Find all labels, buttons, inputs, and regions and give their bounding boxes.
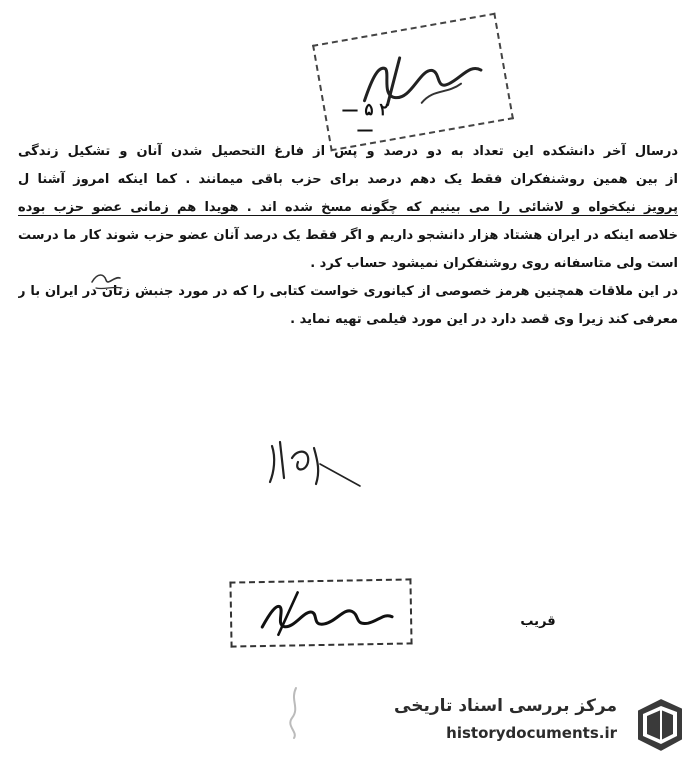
- signer-name: قریب: [520, 614, 556, 629]
- signature-scribble-icon: [231, 580, 410, 645]
- text-line-1: درسال آخر دانشکده این تعداد به دو درصد و پس از فارغ التحصیل شدن آنان و تشکیل زندگی: [18, 144, 678, 159]
- signature-stamp: [229, 578, 412, 647]
- margin-handwritten-mark-icon: [86, 262, 128, 298]
- handwritten-reference-icon: [258, 428, 368, 498]
- text-line-7: معرفی کند زیرا وی قصد دارد در این مورد فیلمی تهیه نماید .: [290, 312, 678, 327]
- archive-name: مرکز بررسی اسناد تاریخی: [394, 696, 617, 716]
- text-line-5: است ولی متاسفانه روی روشنفکران نمیشود حساب کرد .: [310, 256, 678, 271]
- page-number: — ۵ ۲ —: [341, 100, 389, 140]
- text-line-2: از بین همین روشنفکران فقط یک دهم درصد برای حزب باقی میمانند . کما اینکه امروز آشنا ل: [18, 172, 678, 187]
- archive-book-emblem-icon: [627, 694, 689, 754]
- document-body: [18, 138, 678, 334]
- archive-watermark: [394, 692, 695, 756]
- archive-url: historydocuments.ir: [446, 724, 617, 742]
- text-line-4: خلاصه اینکه در ایران هشتاد هزار دانشجو داریم و اگر فقط یک درصد آنان عضو حزب شوند کار ما درست: [18, 228, 678, 243]
- text-line-6: در این ملاقات همچنین هرمز خصوصی از کیانوری خواست کتابی را که در مورد جنبش زنان در ایران با ر: [18, 284, 678, 299]
- faint-pencil-mark-icon: [276, 682, 316, 742]
- text-line-3: پرویز نیکخواه و لاشائی را می بینیم که چگونه مسخ شده اند . هویدا هم زمانی عضو حزب بوده: [18, 200, 678, 215]
